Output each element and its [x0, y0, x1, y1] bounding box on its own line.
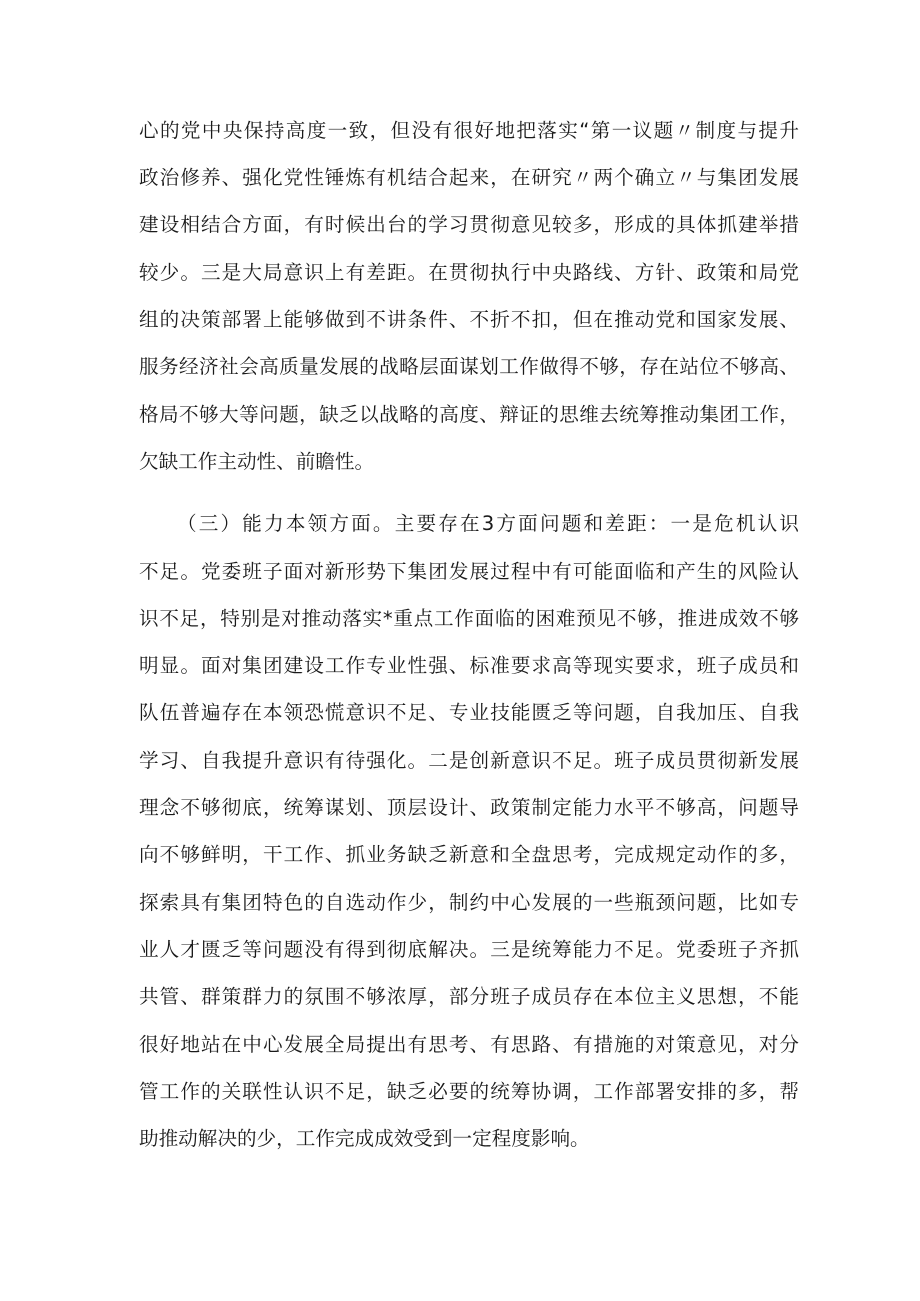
text-line: （三）能力本领方面。主要存在3方面问题和差距：一是危机认识	[177, 512, 799, 535]
text-line: 服务经济社会高质量发展的战略层面谋划工作做得不够，存在站位不够高、	[139, 355, 799, 378]
text-line: 队伍普遍存在本领恐慌意识不足、专业技能匮乏等问题，自我加压、自我	[139, 701, 799, 724]
text-line: 助推动解决的少，工作完成成效受到一定程度影响。	[139, 1127, 590, 1150]
text-line: 识不足，特别是对推动落实*重点工作面临的困难预见不够，推进成效不够	[139, 607, 799, 630]
text-line: 共管、群策群力的氛围不够浓厚，部分班子成员存在本位主义思想，不能	[139, 985, 799, 1008]
text-line: 探索具有集团特色的自选动作少，制约中心发展的一些瓶颈问题，比如专	[139, 891, 799, 914]
text-line: 很好地站在中心发展全局提出有思考、有思路、有措施的对策意见，对分	[139, 1033, 799, 1056]
text-line: 格局不够大等问题，缺乏以战略的高度、辩证的思维去统筹推动集团工作，	[139, 403, 799, 426]
text-line: 明显。面对集团建设工作专业性强、标准要求高等现实要求，班子成员和	[139, 654, 799, 677]
text-line: 管工作的关联性认识不足，缺乏必要的统筹协调，工作部署安排的多，帮	[139, 1080, 799, 1103]
text-line: 学习、自我提升意识有待强化。二是创新意识不足。班子成员贯彻新发展	[139, 749, 799, 772]
text-line: 向不够鲜明，干工作、抓业务缺乏新意和全盘思考，完成规定动作的多，	[139, 843, 799, 866]
text-line: 欠缺工作主动性、前瞻性。	[139, 450, 375, 473]
text-line: 组的决策部署上能够做到不讲条件、不折不扣，但在推动党和国家发展、	[139, 308, 799, 331]
text-line: 政治修养、强化党性锤炼有机结合起来，在研究〃两个确立〃与集团发展	[139, 166, 799, 189]
text-line: 理念不够彻底，统筹谋划、顶层设计、政策制定能力水平不够高，问题导	[139, 796, 799, 819]
text-line: 建设相结合方面，有时候出台的学习贯彻意见较多，形成的具体抓建举措	[139, 213, 799, 236]
text-line: 不足。党委班子面对新形势下集团发展过程中有可能面临和产生的风险认	[139, 560, 799, 583]
text-line: 业人才匮乏等问题没有得到彻底解决。三是统筹能力不足。党委班子齐抓	[139, 938, 799, 961]
text-line: 较少。三是大局意识上有差距。在贯彻执行中央路线、方针、政策和局党	[139, 261, 799, 284]
text-line: 心的党中央保持高度一致，但没有很好地把落实“第一议题〃制度与提升	[139, 119, 799, 142]
